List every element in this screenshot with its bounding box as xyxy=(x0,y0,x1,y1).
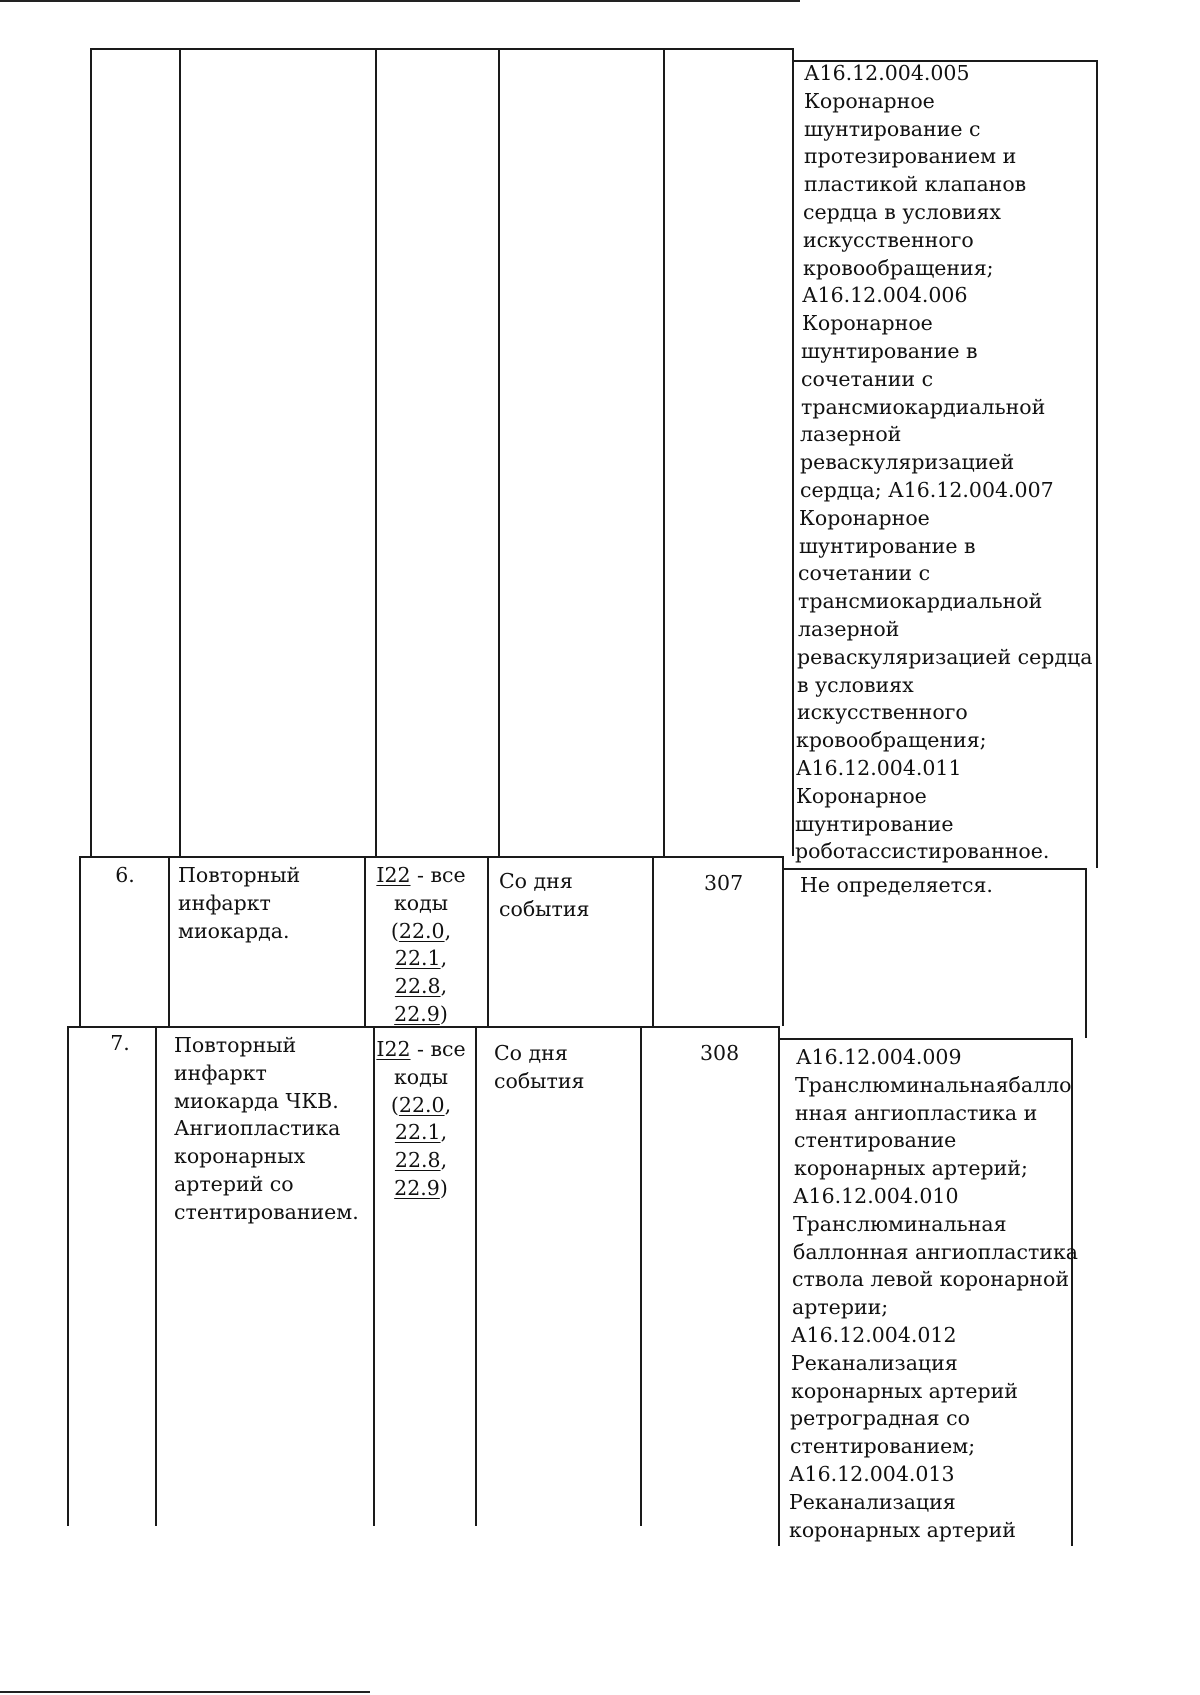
procedure-line: Транслюминальная xyxy=(793,1211,1007,1236)
procedure-line: лазерной xyxy=(798,616,900,641)
icd-code: 22.8 xyxy=(394,1148,441,1173)
procedure-line: А16.12.004.006 xyxy=(802,283,968,308)
icd-code: 22.1 xyxy=(394,946,441,971)
procedure-line: сердца; А16.12.004.007 xyxy=(800,477,1054,502)
table-border-left xyxy=(67,1026,69,1526)
diagnosis-name-line: артерий со xyxy=(174,1171,294,1196)
icd-code-item xyxy=(366,973,476,1001)
column-divider-4 xyxy=(652,856,654,1026)
procedure-line: коронарных артерий; xyxy=(794,1156,1028,1181)
procedure-line: пластикой клапанов xyxy=(804,172,1027,197)
procedure-line: роботассистированное. xyxy=(795,839,1050,864)
procedure-line: А16.12.004.011 xyxy=(796,755,962,780)
icd-codes-suffix: - все xyxy=(410,1037,466,1061)
period-line: Со дня xyxy=(499,869,573,893)
scan-edge-bottom xyxy=(0,1691,370,1693)
icd-code-item xyxy=(366,945,476,973)
icd-codes xyxy=(366,862,476,1029)
icd-code: 22.1 xyxy=(394,1120,441,1145)
icd-code-item xyxy=(366,1175,476,1203)
column-divider-4 xyxy=(640,1026,642,1526)
icd-code-separator: , xyxy=(440,946,448,971)
procedure-line: стентированием; xyxy=(790,1434,976,1459)
procedures xyxy=(800,872,993,900)
procedure-line: реваскуляризацией сердца xyxy=(797,644,1093,669)
procedure-line: шунтирование в xyxy=(799,533,976,558)
procedure-line: сочетании с xyxy=(801,366,934,391)
procedure-line: ствола левой коронарной xyxy=(792,1267,1069,1292)
procedure-line: Коронарное xyxy=(799,505,930,530)
icd-code-separator: , xyxy=(440,1120,448,1145)
icd-code-separator: , xyxy=(444,1092,452,1117)
icd-code-separator: , xyxy=(444,918,452,943)
procedure-line: шунтирование с xyxy=(804,116,981,141)
procedure-line: А16.12.004.013 xyxy=(789,1461,955,1486)
diagnosis-name-line: стентированием. xyxy=(174,1199,359,1224)
column-divider-1 xyxy=(168,856,170,1026)
procedure-line: артерии; xyxy=(792,1295,889,1320)
icd-code-item: (22.0, xyxy=(390,1092,452,1117)
procedure-line: А16.12.004.012 xyxy=(791,1322,957,1347)
icd-codes-line: коды xyxy=(393,890,449,915)
table-border-top xyxy=(90,48,793,50)
diagnosis-name-line: Повторный xyxy=(174,1033,297,1057)
procedure-line: коронарных артерий xyxy=(789,1517,1016,1542)
icd-codes xyxy=(366,1036,476,1203)
column-divider-5 xyxy=(778,1026,780,1546)
icd-code: 22.0 xyxy=(398,918,445,943)
row-id: 308 xyxy=(700,1041,740,1065)
procedure-line: кровообращения; xyxy=(803,255,994,280)
row-separator-6 xyxy=(782,868,1087,870)
diagnosis-name-line: инфаркт xyxy=(178,890,271,915)
procedure-line: Коронарное xyxy=(804,88,935,113)
column-divider-1 xyxy=(179,48,181,856)
icd-code: 22.9 xyxy=(394,1001,440,1026)
icd-main-code: I22 xyxy=(376,1037,411,1061)
procedure-line: коронарных артерий xyxy=(791,1378,1018,1403)
procedure-line: реваскуляризацией xyxy=(800,450,1015,475)
diagnosis-name-line: Ангиопластика xyxy=(174,1116,341,1141)
row-number: 6. xyxy=(115,863,135,887)
procedure-line: А16.12.004.010 xyxy=(793,1183,959,1208)
procedure-line: Не определяется. xyxy=(800,873,993,897)
row-id: 307 xyxy=(704,871,744,895)
procedure-line: искусственного xyxy=(803,227,974,252)
row-separator-6 xyxy=(79,856,784,858)
procedure-line: трансмиокардиальной xyxy=(798,589,1043,614)
diagnosis-name-line: коронарных xyxy=(174,1144,306,1169)
procedure-line: стентирование xyxy=(794,1128,957,1153)
procedures xyxy=(789,1044,1081,1544)
procedure-line: Реканализация xyxy=(789,1489,956,1514)
period-line: события xyxy=(494,1068,585,1093)
procedure-line: баллонная ангиопластика xyxy=(793,1239,1079,1264)
procedures-continuation xyxy=(795,60,1095,866)
icd-code-item xyxy=(366,1147,476,1175)
procedure-line: шунтирование xyxy=(795,811,954,836)
diagnosis-name xyxy=(174,1032,359,1227)
procedure-line: кровообращения; xyxy=(796,728,987,753)
row-number: 7. xyxy=(110,1031,130,1055)
icd-codes-line xyxy=(366,1036,476,1064)
diagnosis-name-line: Повторный xyxy=(178,863,301,887)
procedure-line: в условиях xyxy=(797,672,914,697)
diagnosis-name-line: миокарда ЧКВ. xyxy=(174,1088,339,1113)
diagnosis-name-line: инфаркт xyxy=(174,1060,267,1085)
icd-code: 22.9 xyxy=(394,1175,440,1200)
column-divider-4 xyxy=(663,48,665,856)
table-border-left xyxy=(90,48,92,856)
procedure-line: Коронарное xyxy=(802,311,933,336)
period-line: Со дня xyxy=(494,1041,568,1065)
icd-code-separator: , xyxy=(440,1148,448,1173)
table-border-right xyxy=(1085,868,1087,1038)
column-divider-1 xyxy=(155,1026,157,1526)
icd-code-item xyxy=(366,1119,476,1147)
icd-main-code: I22 xyxy=(376,863,411,887)
diagnosis-name xyxy=(178,862,300,945)
icd-code-separator: ) xyxy=(439,1175,448,1200)
procedure-line: лазерной xyxy=(800,422,902,447)
diagnosis-name-line: миокарда. xyxy=(178,918,290,943)
procedure-line: трансмиокардиальной xyxy=(801,394,1046,419)
icd-codes-line: коды xyxy=(393,1064,449,1089)
icd-code-item: (22.0, xyxy=(390,918,452,943)
procedure-line: Реканализация xyxy=(791,1350,958,1375)
icd-codes-line xyxy=(366,862,476,890)
column-divider-3 xyxy=(498,48,500,856)
procedure-line: искусственного xyxy=(797,700,968,725)
procedure-line: нная ангиопластика и xyxy=(795,1100,1038,1125)
procedure-line: Коронарное xyxy=(796,783,927,808)
column-divider-5 xyxy=(782,856,784,1026)
icd-code: 22.8 xyxy=(394,974,441,999)
table-border-left xyxy=(79,856,81,1026)
procedure-line: Транслюминальнаябалло xyxy=(795,1072,1072,1097)
procedure-line: сердца в условиях xyxy=(803,199,1001,224)
icd-code-separator: ) xyxy=(439,1001,448,1026)
procedure-line: сочетании с xyxy=(798,561,931,586)
row-separator-7 xyxy=(778,1038,1073,1040)
procedure-line: А16.12.004.005 xyxy=(804,61,970,85)
column-divider-3 xyxy=(487,856,489,1026)
column-divider-2 xyxy=(375,48,377,856)
procedure-line: протезированием и xyxy=(804,144,1017,169)
icd-code-separator: , xyxy=(440,974,448,999)
procedure-line: ретроградная со xyxy=(790,1406,970,1431)
icd-code-item xyxy=(366,1001,476,1029)
icd-code: 22.0 xyxy=(398,1092,445,1117)
icd-codes-suffix: - все xyxy=(410,863,466,887)
period xyxy=(494,1040,584,1096)
period xyxy=(499,868,589,924)
scan-edge-top xyxy=(0,0,800,2)
column-divider-5 xyxy=(792,48,794,856)
procedure-line: шунтирование в xyxy=(801,338,978,363)
procedure-line: А16.12.004.009 xyxy=(796,1045,962,1069)
period-line: события xyxy=(499,896,590,921)
